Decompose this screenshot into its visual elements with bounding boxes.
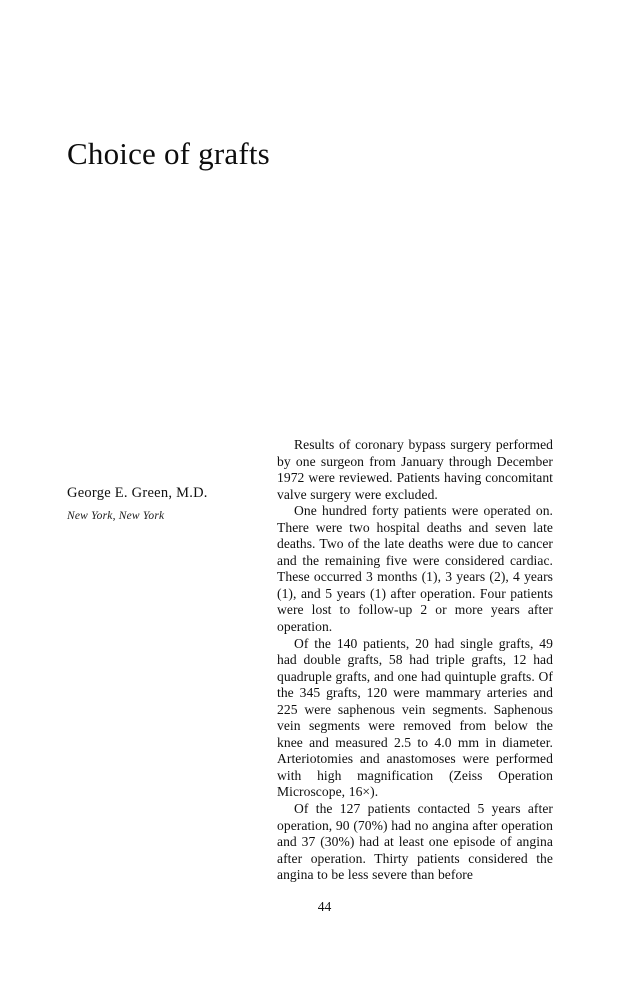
body-paragraph: Of the 140 patients, 20 had single grafts, 49 had double grafts, 58 had triple grafts, 12 had quadruple grafts, and one had quintuple grafts. Of the 345 grafts, 120 were mammary arteries and 225 were saphenous vein segments. Saphenous vein segments were removed from below the knee and measured 2.5 to 4.0 mm in diameter. Arteriotomies and anastomoses were performed with high magnification (Zeiss Operation Microscope, 16×). [277, 635, 553, 800]
author-block [67, 484, 262, 524]
body-paragraph: Of the 127 patients contacted 5 years after operation, 90 (70%) had no angina after operation and 37 (30%) had at least one episode of angina after operation. Thirty patients considered the angina to be less severe than before [277, 801, 553, 883]
page-number: 44 [317, 899, 332, 914]
body-text-column [277, 437, 553, 884]
author-affiliation: New York, New York [67, 510, 165, 522]
body-paragraph: Results of coronary bypass surgery performed by one surgeon from January through December 1972 were reviewed. Patients having concomitant valve surgery were excluded. [277, 437, 553, 502]
author-name: George E. Green, M.D. [67, 485, 208, 501]
page-title: Choice of grafts [67, 135, 270, 171]
body-paragraph: One hundred forty patients were operated on. There were two hospital deaths and seven late deaths. Two of the late deaths were due to cancer and the remaining five were considered cardiac. These occurred 3 months (1), 3 years (2), 4 years (1), and 5 years (1) after operation. Four patients were lost to follow-up 2 or more years after operation. [277, 503, 553, 635]
